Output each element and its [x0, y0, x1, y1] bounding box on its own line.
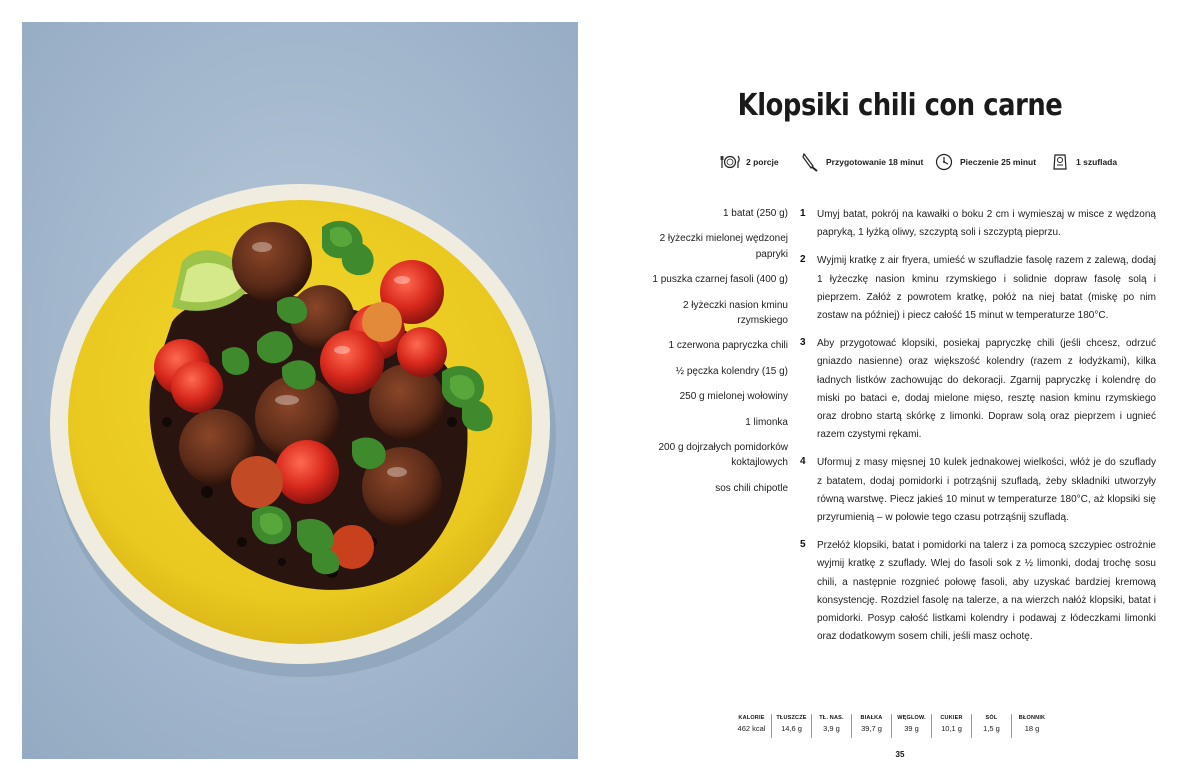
nutrition-label: TŁ. NAS. — [819, 715, 844, 721]
ingredient: 1 puszka czarnej fasoli (400 g) — [652, 274, 788, 286]
clock-icon — [934, 152, 954, 172]
step-number: 5 — [800, 539, 806, 551]
nutrition-item-calories — [732, 714, 772, 738]
step-number: 3 — [800, 337, 806, 349]
bake-time-meta — [934, 150, 1036, 174]
nutrition-value: 462 kcal — [737, 724, 766, 733]
recipe-meta — [720, 150, 1140, 174]
nutrition-item-fat — [772, 714, 812, 738]
method-step — [800, 206, 1156, 242]
recipe-title: Klopsiki chili con carne — [737, 88, 1063, 123]
ingredients-list — [630, 206, 788, 506]
servings-meta — [720, 150, 779, 174]
nutrition-label: CUKIER — [940, 715, 963, 721]
nutrition-value: 14,6 g — [781, 724, 802, 733]
nutrition-value: 10,1 g — [941, 724, 962, 733]
knife-icon — [800, 152, 820, 172]
nutrition-item-carbs — [892, 714, 932, 738]
ingredient: 2 łyżeczki mielonej wędzonej papryki — [659, 233, 788, 260]
step-number: 1 — [800, 208, 806, 219]
nutrition-label: SÓL — [985, 715, 998, 721]
dish-illustration — [22, 22, 578, 759]
step-text: Umyj batat, pokrój na kawałki o boku 2 cm i wymieszaj w misce z wędzoną papryką, 1 łyżką oliwy, szczyptą soli i szczyptą pieprzu. — [817, 209, 1156, 239]
air-fryer-icon — [1050, 152, 1070, 172]
ingredient: 1 limonka — [745, 416, 788, 428]
nutrition-label: WĘGLOW. — [897, 715, 926, 721]
step-number: 4 — [800, 456, 806, 468]
nutrition-label: TŁUSZCZE — [776, 715, 807, 721]
prep-time-meta — [800, 150, 923, 174]
nutrition-value: 39,7 g — [861, 724, 882, 733]
method-steps — [800, 206, 1156, 656]
method-step — [800, 252, 1156, 325]
nutrition-table — [732, 714, 1052, 738]
ingredient: 2 łyżeczki nasion kminu rzymskiego — [682, 299, 788, 327]
ingredient: 1 batat (250 g) — [722, 208, 788, 219]
nutrition-item-sugar — [932, 714, 972, 738]
servings-label: 2 porcje — [746, 157, 779, 167]
nutrition-value: 39 g — [904, 724, 919, 733]
nutrition-label: BŁONNIK — [1018, 715, 1046, 721]
step-text: Uformuj z masy mięsnej 10 kulek jednakowej wielkości, włóż je do szuflady z batatem, dodaj pomidorki i potrząśnij szufladą, żeby składniki utworzyły równą warstwę. Piecz jakieś 10 minut w temperaturze 180°C, aż klopsiki się przyrumienią – w połowie tego czasu potrząśnij szufladą. — [817, 457, 1156, 524]
nutrition-value: 18 g — [1024, 724, 1040, 733]
nutrition-item-fiber — [1012, 714, 1052, 738]
nutrition-item-salt — [972, 714, 1012, 738]
prep-time-label: Przygotowanie 18 minut — [826, 157, 924, 167]
method-step — [800, 335, 1156, 444]
ingredient: 200 g dojrzałych pomidorków koktajlowych — [658, 442, 788, 469]
dish-photo — [22, 22, 578, 759]
step-text: Aby przygotować klopsiki, posiekaj papryczkę chili (jeśli chcesz, odrzuć gniazdo nasienne) oraz większość kolendry (razem z łodyżkami), kilka ładnych listków zachowując do dekoracji. Zgarnij papryczkę i kolendrę do miski po bataci e, dodaj mielone mięso, resztę nasion kminu rzymskiego oraz drobno startą skórkę z limonki. Dopraw solą oraz pieprzem i ugnieć razem czystymi rękami. — [817, 338, 1156, 441]
page-number: 35 — [895, 750, 905, 759]
ingredient: 1 czerwona papryczka chili — [668, 340, 788, 352]
ingredient: sos chili chipotle — [715, 482, 788, 494]
nutrition-label: BIAŁKA — [860, 715, 883, 721]
method-step — [800, 454, 1156, 527]
nutrition-item-protein — [852, 714, 892, 738]
nutrition-value: 1,5 g — [983, 724, 1000, 733]
nutrition-item-saturated-fat — [812, 714, 852, 738]
bake-time-label: Pieczenie 25 minut — [960, 157, 1037, 167]
drawer-meta — [1050, 150, 1117, 174]
nutrition-value: 3,9 g — [823, 724, 840, 733]
nutrition-label: KALORIE — [738, 715, 765, 721]
step-text: Przełóż klopsiki, batat i pomidorki na talerz i za pomocą szczypiec ostrożnie wyjmij kratkę z szuflady. Wlej do fasoli sok z ½ limonki, dodaj trochę sosu chili, a następnie rozgnieć połowę fasoli, aby uzyskać bardziej kremową konsystencję. Rozdziel fasolę na talerze, a na wierzch nałóż klopsiki, batat i pomidorki. Posyp całość listkami kolendry i podawaj z łódeczkami limonki oraz dodatkowym sosem chili, jeśli masz ochotę. — [817, 540, 1156, 643]
step-text: Wyjmij kratkę z air fryera, umieść w szufladzie fasolę razem z zalewą, dodaj 1 łyżeczkę nasion kminu rzymskiego i solidnie dopraw fasolę solą i pieprzem. Załóż z powrotem kratkę, połóż na niej batat (miskę po nim zostaw na później) i piecz całość 15 minut w temperaturze 180°C. — [817, 255, 1156, 322]
ingredient: 250 g mielonej wołowiny — [679, 391, 788, 403]
step-number: 2 — [800, 254, 806, 266]
plate-cutlery-icon — [720, 152, 740, 172]
drawer-label: 1 szuflada — [1076, 157, 1118, 167]
method-step — [800, 537, 1156, 646]
ingredient: ½ pęczka kolendry (15 g) — [675, 365, 788, 377]
